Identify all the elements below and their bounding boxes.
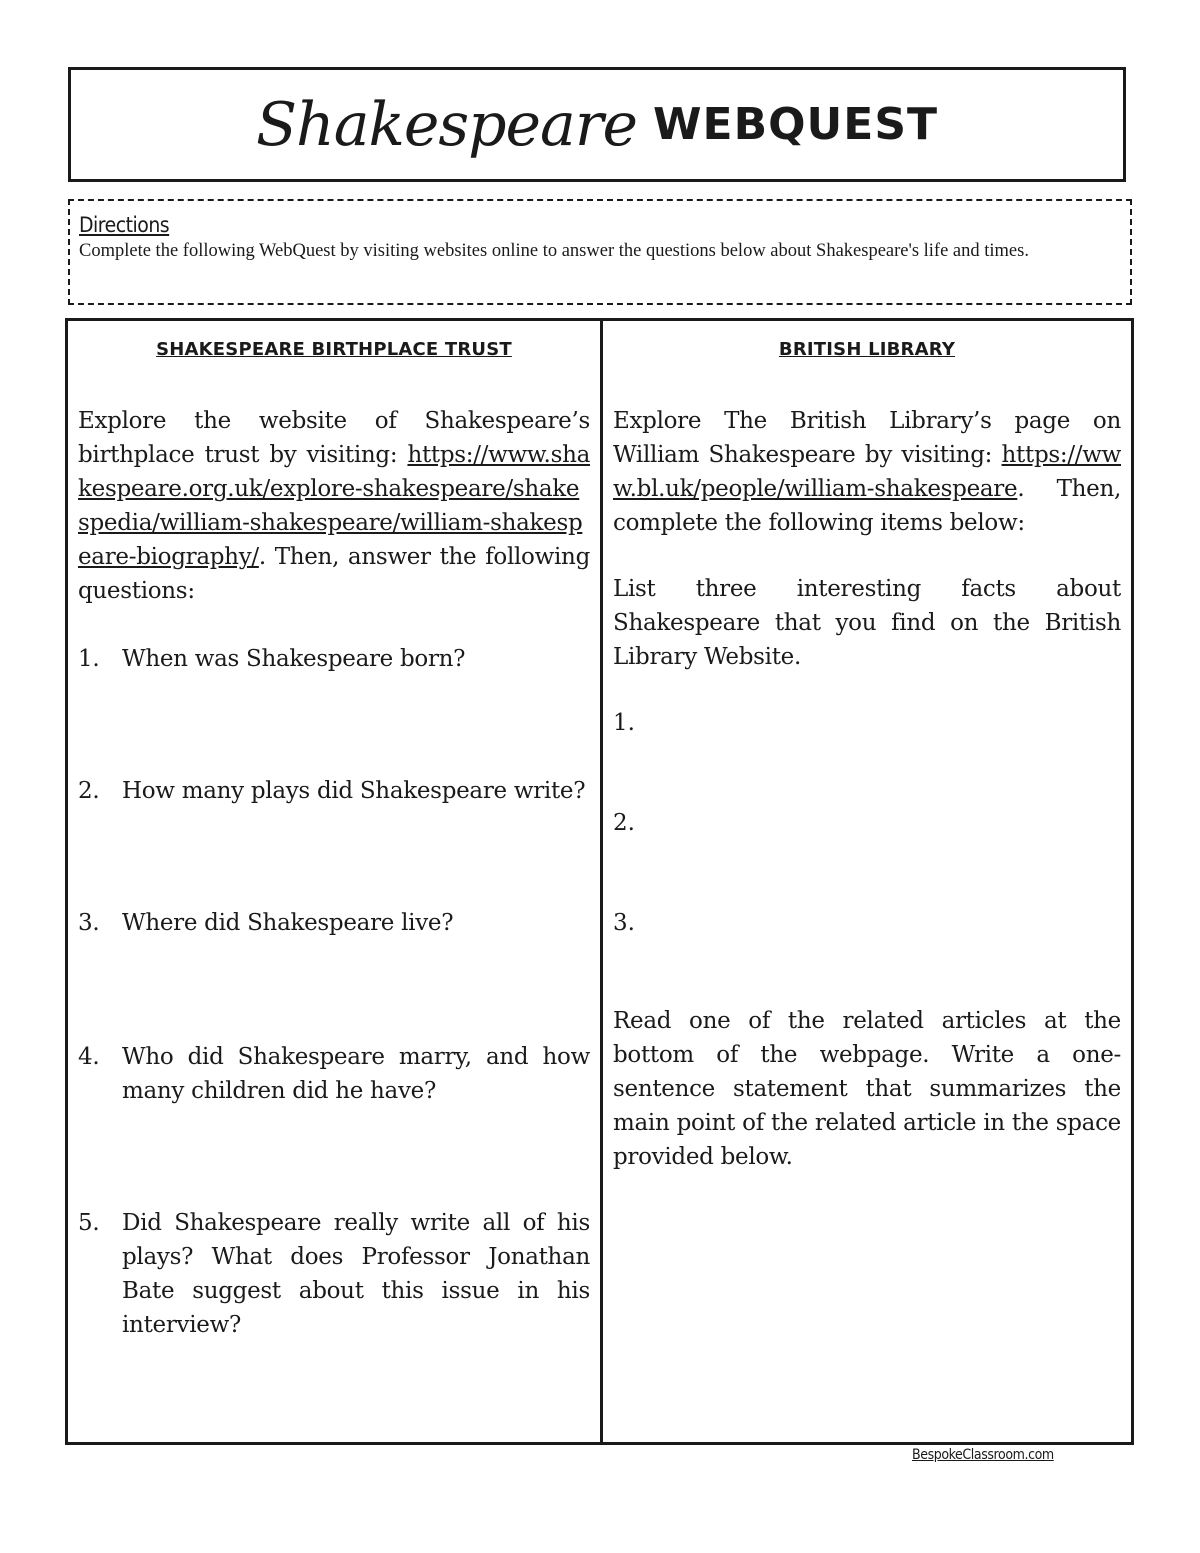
- birthplace-question-list: [78, 642, 590, 1342]
- birthplace-trust-link[interactable]: https://www.shakespeare.org.uk/explore-shakespeare/shakespedia/william-shakespeare/william-shakespeare-biography/: [78, 442, 590, 570]
- directions-text: Complete the following WebQuest by visiting websites online to answer the questions below about Shakespeare's life and times.: [79, 241, 1029, 261]
- british-library-intro-before: Explore The British Library’s page on William Shakespeare by visiting:: [613, 408, 1121, 468]
- question-text: Did Shakespeare really write all of his plays? What does Professor Jonathan Bate suggest about this issue in his interview?: [122, 1210, 590, 1338]
- british-library-link[interactable]: https://www.bl.uk/people/william-shakespeare: [613, 442, 1121, 502]
- question-item-2: [78, 774, 590, 808]
- birthplace-trust-column: [68, 321, 603, 1442]
- fact-item-2: 2.: [613, 810, 635, 836]
- footer-credit: BespokeClassroom.com: [912, 1447, 1054, 1463]
- title-script-text: Shakespeare: [255, 89, 638, 160]
- question-number: 4.: [78, 1044, 100, 1070]
- title-box: [68, 67, 1126, 182]
- question-text: Where did Shakespeare live?: [122, 910, 454, 936]
- facts-prompt: List three interesting facts about Shakespeare that you find on the British Library Website.: [613, 576, 1121, 670]
- title-bold-text: WEBQUEST: [653, 99, 939, 150]
- birthplace-trust-heading: SHAKESPEARE BIRTHPLACE TRUST: [156, 339, 512, 360]
- question-number: 5.: [78, 1210, 100, 1236]
- fact-item-3: 3.: [613, 910, 635, 936]
- question-text: How many plays did Shakespeare write?: [122, 778, 586, 804]
- question-number: 1.: [78, 646, 100, 672]
- question-text: When was Shakespeare born?: [122, 646, 466, 672]
- british-library-intro-after: . Then, complete the following items below:: [613, 476, 1121, 536]
- question-item-1: [78, 642, 590, 676]
- question-item-3: [78, 906, 590, 940]
- article-prompt: Read one of the related articles at the bottom of the webpage. Write a one-sentence statement that summarizes the main point of the related article in the space provided below.: [613, 1008, 1121, 1170]
- birthplace-trust-intro: [78, 404, 590, 608]
- birthplace-trust-intro-before: Explore the website of Shakespeare’s birthplace trust by visiting:: [78, 408, 590, 468]
- question-number: 2.: [78, 778, 100, 804]
- question-item-5: [78, 1206, 590, 1342]
- worksheet-columns: [65, 318, 1134, 1445]
- directions-box: [68, 199, 1132, 305]
- birthplace-trust-intro-after: . Then, answer the following questions:: [78, 544, 590, 604]
- question-number: 3.: [78, 910, 100, 936]
- directions-heading: Directions: [79, 213, 170, 237]
- british-library-heading: BRITISH LIBRARY: [778, 339, 956, 360]
- question-text: Who did Shakespeare marry, and how many children did he have?: [122, 1044, 590, 1104]
- question-item-4: [78, 1040, 590, 1108]
- british-library-column: [603, 321, 1131, 1442]
- british-library-intro: [613, 404, 1121, 540]
- fact-item-1: 1.: [613, 710, 635, 736]
